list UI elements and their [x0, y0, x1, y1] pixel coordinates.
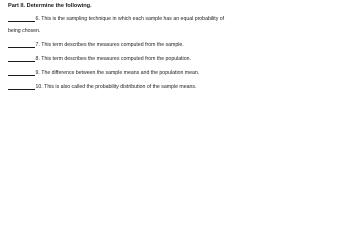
answer-blank-9[interactable]	[8, 70, 35, 76]
question-number: 6.	[35, 16, 40, 22]
question-6-continuation: being chosen.	[8, 28, 41, 34]
question-text: This term describes the measures computed from the sample.	[41, 42, 184, 48]
question-text: The difference between the sample means and the population mean.	[41, 70, 200, 76]
question-number: 8.	[35, 56, 40, 62]
answer-blank-7[interactable]	[8, 42, 35, 48]
question-number: 9.	[35, 70, 40, 76]
answer-blank-6[interactable]	[8, 16, 35, 22]
answer-blank-10[interactable]	[8, 84, 35, 90]
question-6	[8, 16, 224, 22]
question-8	[8, 56, 191, 62]
question-text: This is the sampling technique in which each sample has an equal probability of	[41, 16, 225, 22]
question-number: 7.	[35, 42, 40, 48]
question-text: This is also called the probability distribution of the sample means.	[44, 84, 197, 90]
worksheet-section	[0, 0, 350, 107]
question-9	[8, 70, 199, 76]
question-7	[8, 42, 184, 48]
question-10	[8, 84, 196, 90]
section-heading: Part II. Determine the following.	[8, 3, 92, 9]
answer-blank-8[interactable]	[8, 56, 35, 62]
question-number: 10.	[35, 84, 43, 90]
question-text: This term describes the measures computed from the population.	[41, 56, 191, 62]
